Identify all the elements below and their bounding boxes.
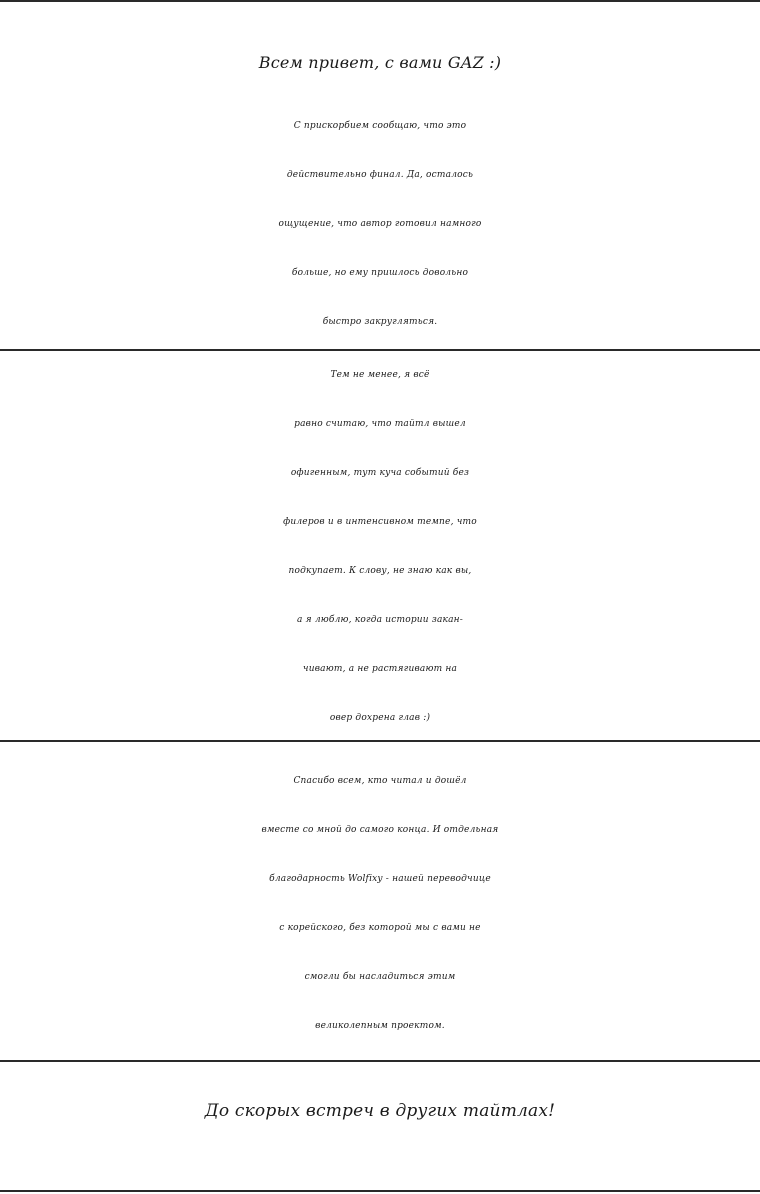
- top-divider: [0, 0, 760, 2]
- text-line: равно считаю, что тайтл вышел: [294, 419, 466, 429]
- section-ending-note: [0, 102, 760, 347]
- text-line: С прискорбием сообщаю, что это: [293, 121, 467, 131]
- text-line: овер дохрена глав :): [329, 713, 431, 723]
- greeting-text: Всем привет, с вами GAZ :): [258, 53, 502, 72]
- text-line: быстро закругляться.: [322, 317, 438, 327]
- bottom-divider: [0, 1190, 760, 1192]
- text-line: смогли бы насладиться этим: [304, 972, 456, 982]
- text-line: офигенным, тут куча событий без: [290, 468, 470, 478]
- text-line: филеров и в интенсивном темпе, что: [283, 517, 477, 527]
- text-line: великолепным проектом.: [315, 1021, 445, 1031]
- text-line: действительно финал. Да, осталось: [286, 170, 474, 180]
- divider: [0, 1060, 760, 1062]
- text-line: больше, но ему пришлось довольно: [291, 268, 469, 278]
- text-line: благодарность Wolfixy - нашей переводчице: [269, 874, 491, 884]
- text-line: чивают, а не растягивают на: [302, 664, 458, 674]
- text-line: подкупает. К слову, не знаю как вы,: [288, 566, 472, 576]
- divider: [0, 740, 760, 742]
- section-thanks: [0, 757, 760, 1051]
- farewell-block: [0, 1086, 760, 1136]
- section-opinion: [0, 351, 760, 743]
- greeting-block: [0, 38, 760, 88]
- farewell-text: До скорых встреч в других тайтлах!: [204, 1101, 556, 1121]
- text-line: ощущение, что автор готовил намного: [278, 219, 482, 229]
- text-line: Спасибо всем, кто читал и дошёл: [293, 776, 467, 786]
- text-line: Тем не менее, я всё: [330, 370, 430, 380]
- text-line: вместе со мной до самого конца. И отдельная: [261, 825, 499, 835]
- text-line: а я люблю, когда истории закан-: [296, 615, 464, 625]
- text-line: с корейского, без которой мы с вами не: [279, 923, 481, 933]
